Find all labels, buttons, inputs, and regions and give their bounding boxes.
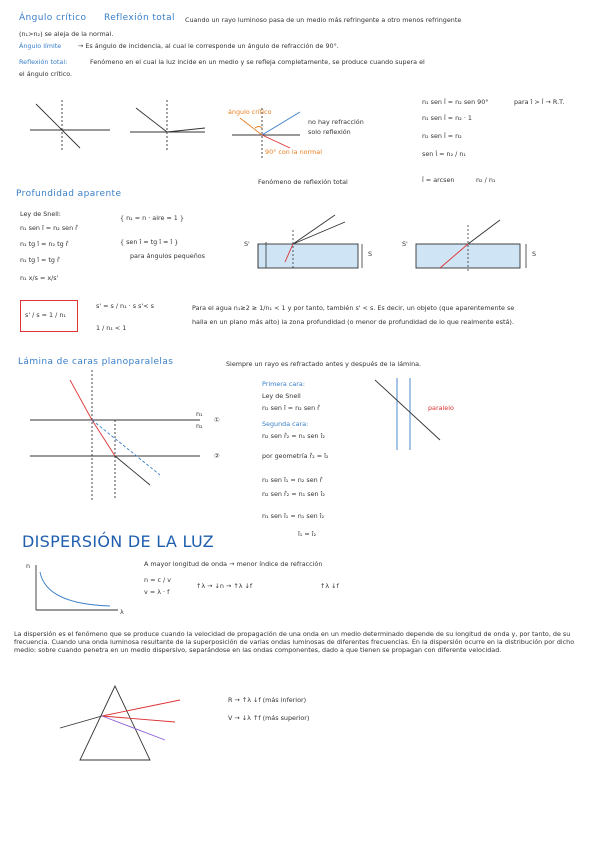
label-phenomenon: Fenómeno de reflexión total bbox=[258, 178, 348, 186]
label-n1: n₁ bbox=[196, 410, 203, 418]
dispersion-t3: v = λ · f bbox=[144, 588, 170, 596]
label-90: 90° con la normal bbox=[265, 148, 322, 156]
water-tank-2 bbox=[416, 220, 526, 272]
boxed-formula-text: s' / s = 1 / n₁ bbox=[25, 311, 66, 319]
rt-text-2: el ángulo crítico. bbox=[19, 70, 73, 78]
label-critical-angle: ángulo crítico bbox=[228, 108, 272, 116]
label-face-1: ① bbox=[214, 416, 220, 424]
intro-text: Cuando un rayo luminoso pasa de un medio más refringente a otro menos refringente bbox=[185, 16, 462, 24]
snell-label: Ley de Snell: bbox=[20, 210, 61, 218]
slab-intro: Siempre un rayo es refractado antes y después de la lámina. bbox=[226, 360, 422, 368]
depth-text-1: Para el agua n₁≥2 ≥ 1/n₁ < 1 y por tanto, también s' < s. Es decir, un objeto (que aparentemente se bbox=[192, 304, 515, 312]
slab-eq-4: n₂ sen r̂₂ = n₁ sen î₂ bbox=[262, 490, 325, 498]
slab-eq-1: n₁ sen î = n₂ sen r̂ bbox=[262, 404, 320, 412]
rt-text: Fenómeno en el cual la luz incide en un medio y se refleja completamente, se produce cuando supera el bbox=[90, 58, 425, 66]
rt-label: Reflexión total: bbox=[19, 58, 68, 66]
slab-eq-3: n₁ sen î₁ = n₂ sen r̂ bbox=[262, 476, 323, 484]
bracket-2: { sen î ≈ tg î ≈ î } bbox=[120, 238, 179, 246]
formula-1b: para î > l̂ → R.T. bbox=[514, 98, 565, 106]
depth-formula-1: n₁ sen î = n₂ sen r̂ bbox=[20, 224, 78, 232]
slab-eq-5: n₁ sen î₁ = n₁ sen î₂ bbox=[262, 512, 325, 520]
label-s-1: S bbox=[368, 250, 373, 258]
heading-apparent-depth: Profundidad aparente bbox=[16, 189, 122, 199]
label-sp-2: S' bbox=[402, 240, 408, 248]
def-text: → Es ángulo de incidencia, al cual le corresponde un ángulo de refracción de 90°. bbox=[78, 42, 339, 50]
heading-critical-angle: Ángulo crítico bbox=[19, 13, 87, 23]
diagram-parallel-check bbox=[375, 378, 440, 450]
diagram-critical-2 bbox=[130, 100, 205, 150]
label-face-2: ② bbox=[214, 452, 220, 460]
formula-5b: n₂ / n₁ bbox=[476, 176, 496, 184]
dispersion-t2: n = c / v bbox=[144, 576, 171, 584]
diagram-slab bbox=[30, 370, 200, 500]
label-only-reflection: solo reflexión bbox=[308, 128, 351, 136]
heading-slab: Lámina de caras planoparalelas bbox=[18, 357, 174, 367]
def-label: Ángulo límite bbox=[19, 42, 62, 50]
slab-result: î₁ = î₂ bbox=[298, 530, 317, 538]
formula-3: n₁ sen l̂ = n₂ bbox=[422, 132, 462, 140]
dispersion-chart bbox=[36, 565, 118, 610]
depth-text-2: halla en un plano más alto) la zona profundidad (o menor de profundidad de lo que realmente está). bbox=[192, 318, 514, 326]
formula-5a: l̂ = arcsen bbox=[422, 176, 455, 184]
violet-light-note: V → ↓λ ↑f (más superior) bbox=[228, 714, 310, 722]
dispersion-t5: ↑λ ↓f bbox=[320, 582, 339, 590]
diagram-critical-1 bbox=[30, 100, 110, 150]
water-tank-1 bbox=[258, 215, 362, 270]
formula-1: n₁ sen l̂ = n₂ sen 90° bbox=[422, 98, 489, 106]
red-light-note: R → ↑λ ↓f (más inferior) bbox=[228, 696, 307, 704]
dispersion-t4: ↑λ → ↓n → ↑λ ↓f bbox=[196, 582, 253, 590]
label-parallel: paralelo bbox=[428, 404, 454, 412]
label-s-2: S bbox=[532, 250, 537, 258]
prism bbox=[60, 686, 180, 760]
slab-geometry: por geometría r̂₂ = î₂ bbox=[262, 452, 329, 460]
s-equation: s' = s / n₁ · s s'< s bbox=[96, 302, 154, 310]
boxed-formula bbox=[20, 300, 78, 332]
slab-snell: Ley de Snell bbox=[262, 392, 301, 400]
label-no-refraction: no hay refracción bbox=[308, 118, 364, 126]
slab-eq-2: n₂ sen r̂₂ = n₁ sen î₂ bbox=[262, 432, 325, 440]
depth-formula-3: n₁ tg î = tg r̂ bbox=[20, 256, 60, 264]
label-sp-1: S' bbox=[244, 240, 250, 248]
ss-equation: 1 / n₁ < 1 bbox=[96, 324, 127, 332]
formula-2: n₁ sen l̂ = n₂ · 1 bbox=[422, 114, 472, 122]
axis-n: n bbox=[26, 562, 31, 570]
formula-4: sen l̂ = n₂ / n₁ bbox=[422, 150, 466, 158]
slab-second-face: Segunda cara: bbox=[262, 420, 309, 428]
dispersion-t1: A mayor longitud de onda → menor índice de refracción bbox=[144, 560, 323, 568]
bracket-1: { n₁ = n · aire ≈ 1 } bbox=[120, 214, 184, 222]
slab-first-face: Primera cara: bbox=[262, 380, 306, 388]
bracket-3: para ángulos pequeños bbox=[130, 252, 205, 260]
heading-total-reflection: Reflexión total bbox=[104, 13, 175, 23]
depth-formula-2: n₁ tg î ≈ n₂ tg r̂ bbox=[20, 240, 69, 248]
depth-formula-4: n₁ x/s = x/s' bbox=[20, 274, 59, 282]
intro-text-2: (n₁>n₂) se aleja de la normal. bbox=[19, 30, 114, 38]
label-n2: n₂ bbox=[196, 422, 203, 430]
dispersion-paragraph: La dispersión es el fenómeno que se produce cuando la velocidad de propagación de una onda en un medio determinado depende de su longitud de onda y, por tanto, de su frecuencia. Cuando una onda luminosa resultante de la superposición de varias ondas luminosas de diferentes frecuencias. En la dispersión ocurre en la distribución por dicho medio: sobre cuando penetra en un medio dispersivo, separándose en las ondas componentes, dado a que tienen se propagan con diferente velocidad. bbox=[14, 630, 575, 654]
heading-dispersion: DISPERSIÓN DE LA LUZ bbox=[22, 532, 214, 551]
axis-lambda: λ bbox=[120, 608, 124, 616]
